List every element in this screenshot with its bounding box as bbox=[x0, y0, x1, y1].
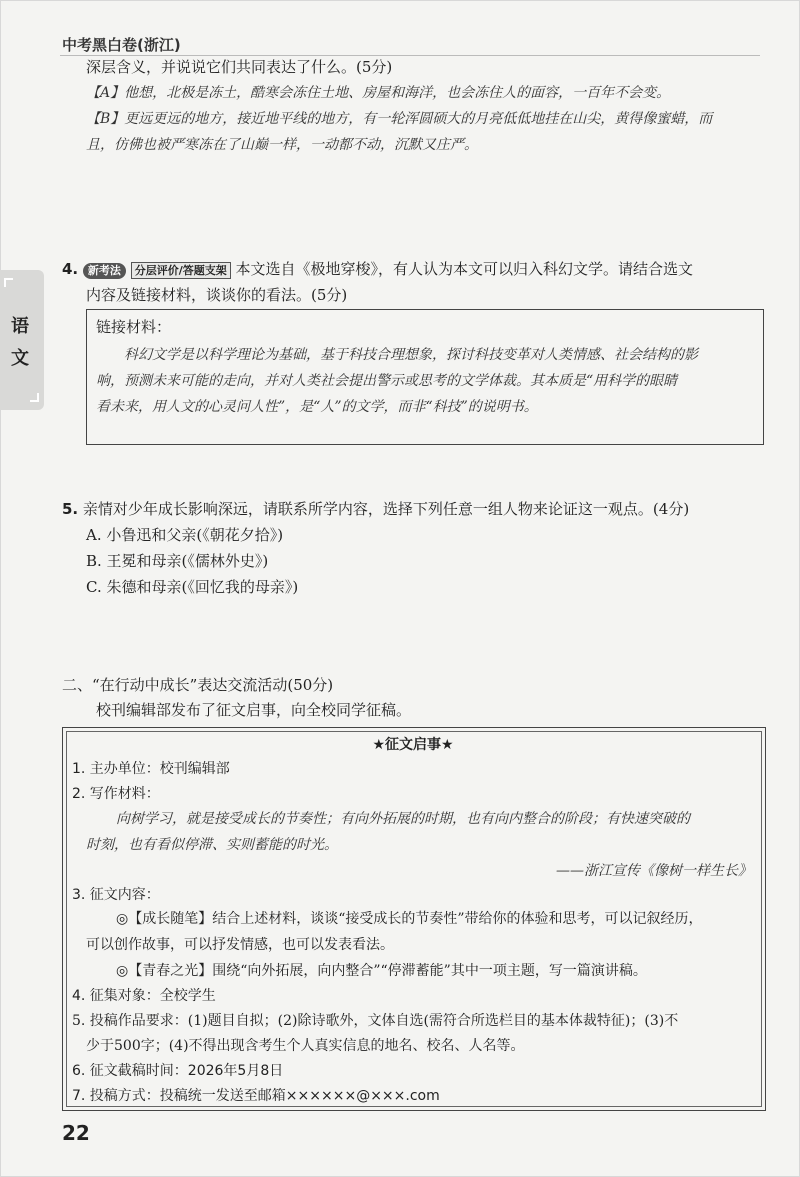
q4-line1 bbox=[62, 256, 693, 283]
section-2-intro: 校刊编辑部发布了征文启事，向全校同学征稿。 bbox=[96, 701, 412, 719]
notice-item-material: 2. 写作材料： bbox=[72, 786, 160, 802]
tab-corner-mark bbox=[4, 278, 13, 287]
q3-sentence-b-line1: 【B】更远更远的地方，接近地平线的地方，有一轮浑圆硕大的月亮低低地挂在山尖，黄得像蜜蜡，而 bbox=[86, 111, 713, 127]
book-title: 中考黑白卷(浙江) bbox=[62, 36, 181, 54]
content-option-essay: ◎【成长随笔】结合上述材料，谈谈“接受成长的节奏性”带给你的体验和思考，可以记叙经历， bbox=[116, 911, 703, 927]
new-method-badge: 新考法 bbox=[83, 263, 126, 279]
notice-item-deadline: 6. 征文截稿时间：2026年5月8日 bbox=[72, 1063, 284, 1079]
content-option-speech: ◎【青春之光】围绕“向外拓展，向内整合”“停滞蓄能”其中一项主题，写一篇演讲稿。 bbox=[116, 963, 647, 979]
notice-item-organizer: 1. 主办单位：校刊编辑部 bbox=[72, 761, 230, 777]
link-material-line: 科幻文学是以科学理论为基础，基于科技合理想象，探讨科技变革对人类情感、社会结构的影 bbox=[124, 347, 698, 363]
material-line: 向树学习，就是接受成长的节奏性；有向外拓展的时期，也有向内整合的阶段；有快速突破的 bbox=[116, 811, 690, 827]
page-number: 22 bbox=[62, 1121, 90, 1145]
q3-prompt-line: 深层含义，并说说它们共同表达了什么。(5分) bbox=[86, 58, 393, 76]
material-line: 时刻，也有看似停滞、实则蓄能的时光。 bbox=[86, 837, 338, 853]
q4-text-1: 本文选自《极地穿梭》，有人认为本文可以归入科幻文学。请结合选文 bbox=[235, 260, 694, 278]
section-2-title: 二、“在行动中成长”表达交流活动(50分) bbox=[62, 676, 334, 694]
q5-option-a: A. 小鲁迅和父亲(《朝花夕拾》) bbox=[86, 526, 284, 544]
q5-option-b: B. 王冕和母亲(《儒林外史》) bbox=[86, 552, 269, 570]
q3-sentence-b-line2: 且，仿佛也被严寒冻在了山巅一样，一动都不动，沉默又庄严。 bbox=[86, 137, 478, 153]
q4-number: 4. bbox=[62, 260, 79, 278]
subject-tab bbox=[0, 270, 44, 410]
link-material-line: 看未来，用人文的心灵问人性”，是“人”的文学，而非“科技”的说明书。 bbox=[96, 399, 538, 415]
notice-item-content: 3. 征文内容： bbox=[72, 887, 160, 903]
link-material-title: 链接材料： bbox=[96, 318, 172, 336]
subject-char-2: 文 bbox=[11, 348, 29, 369]
tier-tag: 分层评价/答题支架 bbox=[131, 262, 231, 279]
material-source: ——浙江宣传《像树一样生长》 bbox=[556, 863, 752, 879]
q3-sentence-a: 【A】他想，北极是冻土，酷寒会冻住土地、房屋和海洋，也会冻住人的面容，一百年不会变。 bbox=[86, 85, 671, 101]
subject-char-1: 语 bbox=[11, 316, 29, 337]
notice-item-requirements: 5. 投稿作品要求：(1)题目自拟；(2)除诗歌外，文体自选(需符合所选栏目的基本体裁特征)；(3)不 bbox=[72, 1013, 679, 1029]
q5-line1 bbox=[62, 496, 689, 523]
q5-text: 亲情对少年成长影响深远，请联系所学内容，选择下列任意一组人物来论证这一观点。(4分) bbox=[82, 500, 690, 518]
content-option-essay-cont: 可以创作故事，可以抒发情感，也可以发表看法。 bbox=[86, 937, 394, 953]
notice-item-requirements-cont: 少于500字；(4)不得出现含考生个人真实信息的地名、校名、人名等。 bbox=[86, 1038, 525, 1054]
notice-item-audience: 4. 征集对象：全校学生 bbox=[72, 988, 216, 1004]
tab-corner-mark bbox=[30, 393, 39, 402]
q5-number: 5. bbox=[62, 500, 79, 518]
link-material-line: 响，预测未来可能的走向，并对人类社会提出警示或思考的文学体裁。其本质是“用科学的眼睛 bbox=[96, 373, 678, 389]
notice-title: ★征文启事★ bbox=[372, 737, 454, 753]
q4-text-2: 内容及链接材料，谈谈你的看法。(5分) bbox=[86, 286, 348, 304]
notice-item-submission: 7. 投稿方式：投稿统一发送至邮箱××××××@×××.com bbox=[72, 1088, 440, 1104]
q5-option-c: C. 朱德和母亲(《回忆我的母亲》) bbox=[86, 578, 299, 596]
